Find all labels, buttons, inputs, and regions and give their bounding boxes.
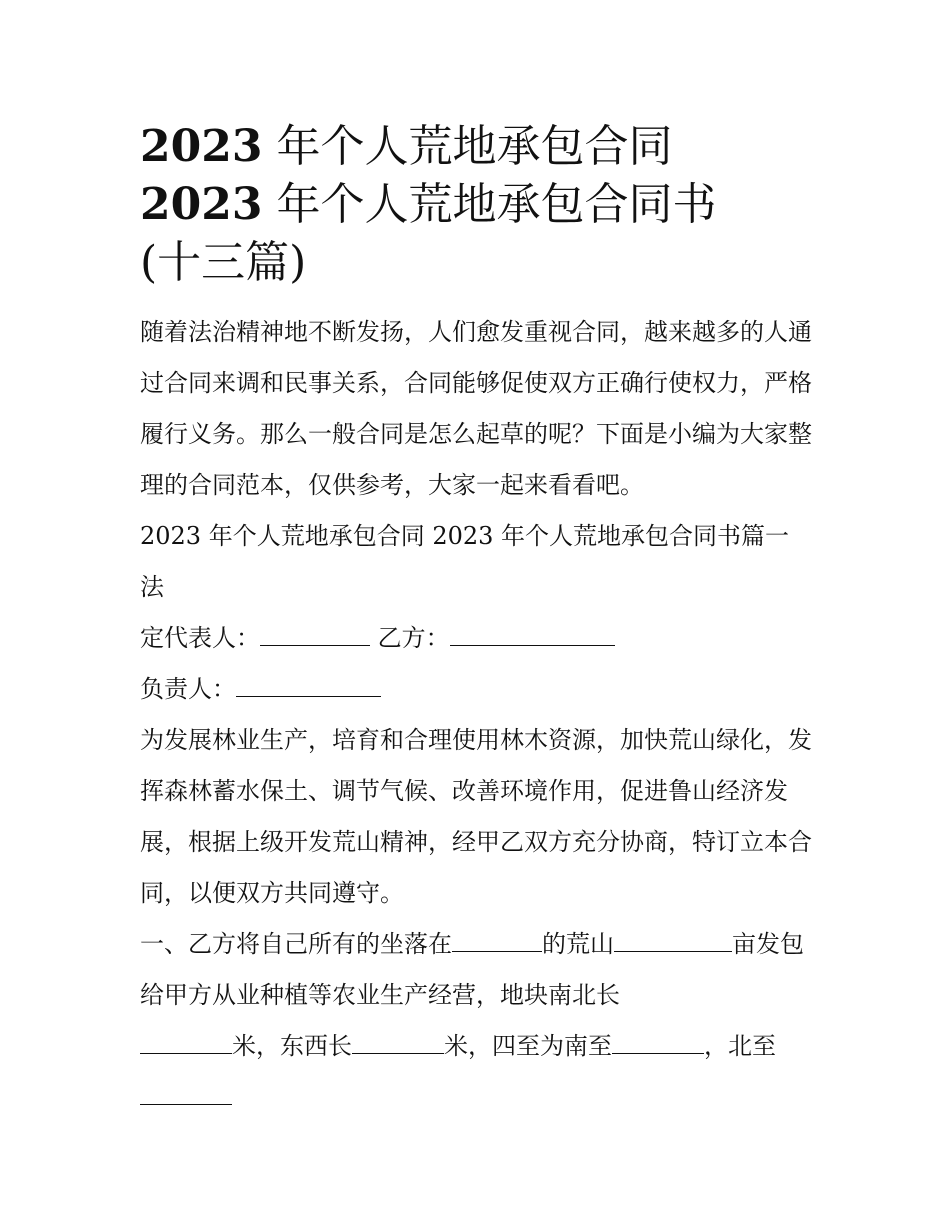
representative-line	[140, 613, 820, 664]
document-body	[140, 307, 820, 1123]
location-blank	[452, 929, 542, 952]
representative-label: 定代表人：	[140, 624, 260, 652]
title-line-1	[140, 118, 820, 176]
clause-1-text: 亩发包给甲方从业种植等农业生产经营，地块南北长	[140, 930, 804, 1009]
north-boundary-blank	[140, 1082, 232, 1105]
ew-length-blank	[352, 1031, 444, 1054]
clause-1-text: 米，东西长	[232, 1032, 352, 1060]
representative-blank	[260, 623, 370, 646]
clause-1-text: 一、乙方将自己所有的坐落在	[140, 930, 452, 958]
responsible-blank	[236, 674, 381, 697]
clause-1-text: ，北至	[704, 1032, 776, 1060]
title-line-3: (十三篇)	[140, 237, 307, 288]
responsible-line	[140, 664, 820, 715]
title-text: 年个人荒地承包合同书	[276, 179, 717, 230]
intro-paragraph: 随着法治精神地不断发扬，人们愈发重视合同，越来越多的人通过合同来调和民事关系，合同能够促使双方正确行使权力，严格履行义务。那么一般合同是怎么起草的呢？下面是小编为大家整理的合同范本，仅供参考，大家一起来看看吧。	[140, 318, 812, 499]
purpose-paragraph: 为发展林业生产，培育和合理使用林木资源，加快荒山绿化，发挥森林蓄水保土、调节气候、改善环境作用，促进鲁山经济发展，根据上级开发荒山精神，经甲乙双方充分协商，特订立本合同，以便双方共同遵守。	[140, 726, 812, 907]
party-b-blank	[450, 623, 615, 646]
south-boundary-blank	[612, 1031, 704, 1054]
section-heading-line: 2023 年个人荒地承包合同 2023 年个人荒地承包合同书篇一 法	[140, 522, 790, 601]
clause-1-paragraph	[140, 919, 820, 1123]
title-year: 2023	[140, 121, 263, 172]
title-year: 2023	[140, 179, 263, 230]
document-title	[140, 118, 820, 292]
clause-1-text: 的荒山	[542, 930, 614, 958]
document-content	[140, 118, 820, 1123]
title-text: 年个人荒地承包合同	[276, 121, 673, 172]
ns-length-blank	[140, 1031, 232, 1054]
area-blank	[614, 929, 732, 952]
clause-1-text: 米，四至为南至	[444, 1032, 612, 1060]
party-b-label: 乙方：	[377, 624, 450, 652]
title-line-2	[140, 176, 820, 234]
responsible-label: 负责人：	[140, 675, 236, 703]
